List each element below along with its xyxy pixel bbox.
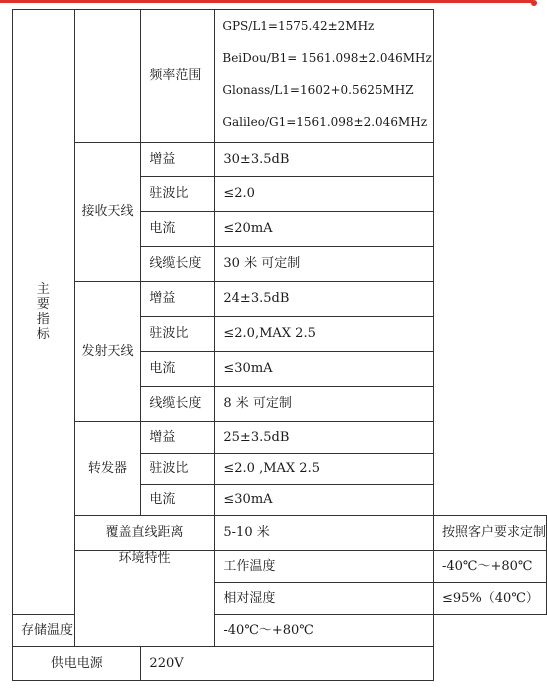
frequency-beidou: BeiDou/B1= 1561.098±2.046MHz [222, 51, 432, 65]
env-storage-temp-label: 存储温度 [13, 615, 75, 647]
receive-current-value: ≤20mA [215, 212, 434, 247]
repeater-title: 转发器 [74, 422, 141, 516]
coverage-label: 覆盖直线距离 [74, 516, 215, 551]
receive-gain-value: 30±3.5dB [215, 143, 434, 177]
transmit-cable-label: 线缆长度 [141, 387, 215, 422]
frequency-group-cell [74, 10, 141, 143]
repeater-current-value: ≤30mA [215, 485, 434, 516]
env-humidity-label: 相对湿度 [215, 583, 434, 615]
power-value: 220V [141, 647, 434, 681]
receive-gain-label: 增益 [141, 143, 215, 177]
transmit-gain-label: 增益 [141, 282, 215, 317]
transmit-current-value: ≤30mA [215, 352, 434, 387]
receive-antenna-title: 接收天线 [74, 143, 141, 282]
frequency-label: 频率范围 [141, 10, 215, 143]
env-humidity-value: ≤95%（40℃） [433, 583, 546, 615]
receive-cable-value: 30 米 可定制 [215, 247, 434, 282]
transmit-current-label: 电流 [141, 352, 215, 387]
transmit-cable-value: 8 米 可定制 [215, 387, 434, 422]
transmit-gain-value: 24±3.5dB [215, 282, 434, 317]
receive-current-label: 电流 [141, 212, 215, 247]
frequency-glonass: Glonass/L1=1602+0.5625MHZ [222, 83, 414, 97]
transmit-vswr-label: 驻波比 [141, 317, 215, 352]
env-operating-temp-value: -40℃～+80℃ [433, 551, 546, 583]
main-indicators-text: 主要指标 [36, 282, 50, 342]
repeater-vswr-label: 驻波比 [141, 454, 215, 485]
coverage-note: 按照客户要求定制 [433, 516, 546, 551]
power-label: 供电电源 [13, 647, 141, 681]
repeater-gain-value: 25±3.5dB [215, 422, 434, 454]
repeater-vswr-value: ≤2.0 ,MAX 2.5 [215, 454, 434, 485]
coverage-distance: 5-10 米 [215, 516, 434, 551]
receive-vswr-label: 驻波比 [141, 177, 215, 212]
frequency-gps: GPS/L1=1575.42±2MHz [222, 19, 375, 33]
receive-vswr-value: ≤2.0 [215, 177, 434, 212]
receive-cable-label: 线缆长度 [141, 247, 215, 282]
repeater-gain-label: 增益 [141, 422, 215, 454]
environment-title: 环境特性 [74, 551, 215, 647]
spec-table [12, 9, 547, 681]
env-storage-temp-value: -40℃～+80℃ [215, 615, 434, 647]
frequency-galileo: Galileo/G1=1561.098±2.046MHz [222, 115, 428, 129]
transmit-vswr-value: ≤2.0,MAX 2.5 [215, 317, 434, 352]
main-indicators-label [13, 10, 75, 615]
red-rule-end [531, 0, 537, 6]
repeater-current-label: 电流 [141, 485, 215, 516]
transmit-antenna-title: 发射天线 [74, 282, 141, 422]
top-red-rule [0, 0, 547, 4]
frequency-values [215, 10, 434, 143]
red-rule-bar [0, 0, 533, 3]
env-operating-temp-label: 工作温度 [215, 551, 434, 583]
